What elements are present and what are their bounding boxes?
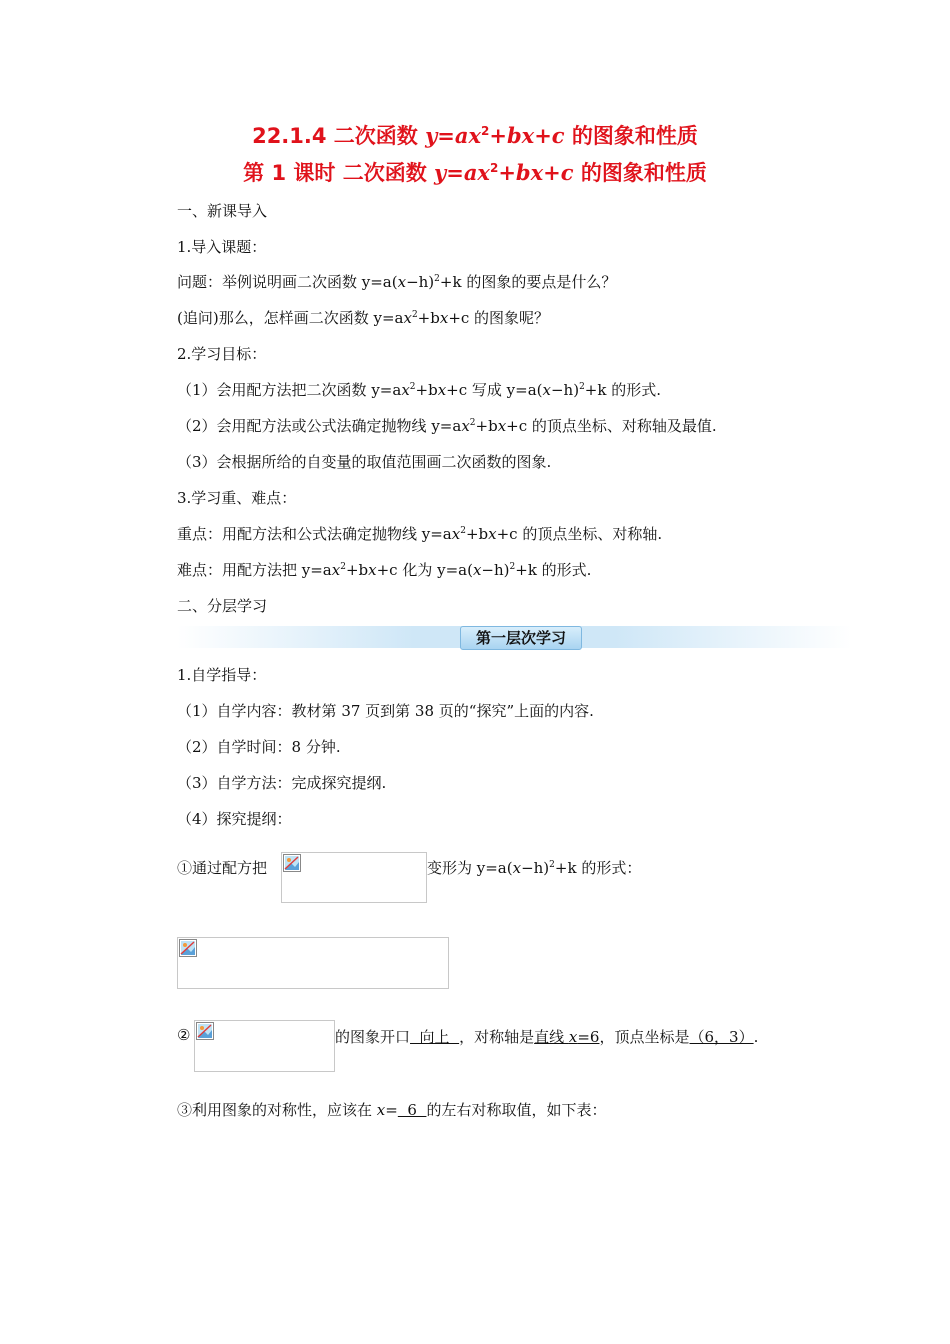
- goal-1: （1）会用配方法把二次函数 $y=ax^2+bx+c$ 写成 $y=a(x-h)^2+k$ 的形式.: [177, 381, 661, 399]
- item-learning-goals: 2.学习目标：: [177, 345, 267, 363]
- goal-2: （2）会用配方法或公式法确定抛物线 $y=ax^2+bx+c$ 的顶点坐标、对称轴及最值.: [177, 417, 717, 435]
- item-self-study-guide: 1.自学指导：: [177, 666, 267, 684]
- item-key-points: 3.学习重、难点：: [177, 489, 297, 507]
- step-1-suffix: 变形为 $y=a(x-h)^2+k$ 的形式：: [427, 859, 642, 877]
- guide-outline: （4）探究提纲：: [177, 810, 292, 828]
- formula-image-3: [194, 1020, 335, 1072]
- step-2-text: 的图象开口 向上 ，对称轴是直线 x=6，顶点坐标是（6，3）.: [335, 1028, 759, 1046]
- answer-axis: 直线 x=6: [534, 1028, 600, 1046]
- formula-image-1: [281, 852, 427, 903]
- difficult-point: 难点：用配方法把 $y=ax^2+bx+c$ 化为 $y=a(x-h)^2+k$ 的形式.: [177, 561, 592, 579]
- guide-content: （1）自学内容：教材第 37 页到第 38 页的“探究”上面的内容.: [177, 702, 594, 720]
- step-1-prefix: ①通过配方把: [177, 859, 268, 877]
- guide-time: （2）自学时间：8 分钟.: [177, 738, 341, 756]
- formula-image-2: [177, 937, 449, 989]
- layer-band-label: 第一层次学习: [460, 626, 582, 650]
- broken-image-icon: [179, 939, 197, 957]
- item-import-topic: 1.导入课题：: [177, 238, 267, 256]
- answer-opening: 向上: [410, 1028, 460, 1046]
- broken-image-icon: [283, 854, 301, 872]
- followup-text: (追问)那么，怎样画二次函数 $y=ax^2+bx+c$ 的图象呢？: [177, 309, 550, 327]
- section-heading-2: 二、分层学习: [177, 597, 268, 615]
- answer-symmetry-value: 6: [397, 1101, 427, 1119]
- broken-image-icon: [196, 1022, 214, 1040]
- step-3-text: ③利用图象的对称性，应该在 x= 6 的左右对称取值，如下表：: [177, 1101, 607, 1119]
- title-line-2: 第 1 课时 二次函数 $y=ax^2+bx+c$ 的图象和性质: [243, 160, 707, 185]
- key-point: 重点：用配方法和公式法确定抛物线 $y=ax^2+bx+c$ 的顶点坐标、对称轴.: [177, 525, 663, 543]
- question-text: 问题：举例说明画二次函数 $y=a(x-h)^2+k$ 的图象的要点是什么？: [177, 273, 617, 291]
- guide-method: （3）自学方法：完成探究提纲.: [177, 774, 387, 792]
- goal-3: （3）会根据所给的自变量的取值范围画二次函数的图象.: [177, 453, 552, 471]
- step-2-prefix: ②: [177, 1026, 191, 1044]
- title-line-1: 22.1.4 二次函数 $y=ax^2+bx+c$ 的图象和性质: [252, 123, 698, 148]
- answer-vertex: （6，3）: [689, 1028, 754, 1046]
- section-heading-1: 一、新课导入: [177, 202, 268, 220]
